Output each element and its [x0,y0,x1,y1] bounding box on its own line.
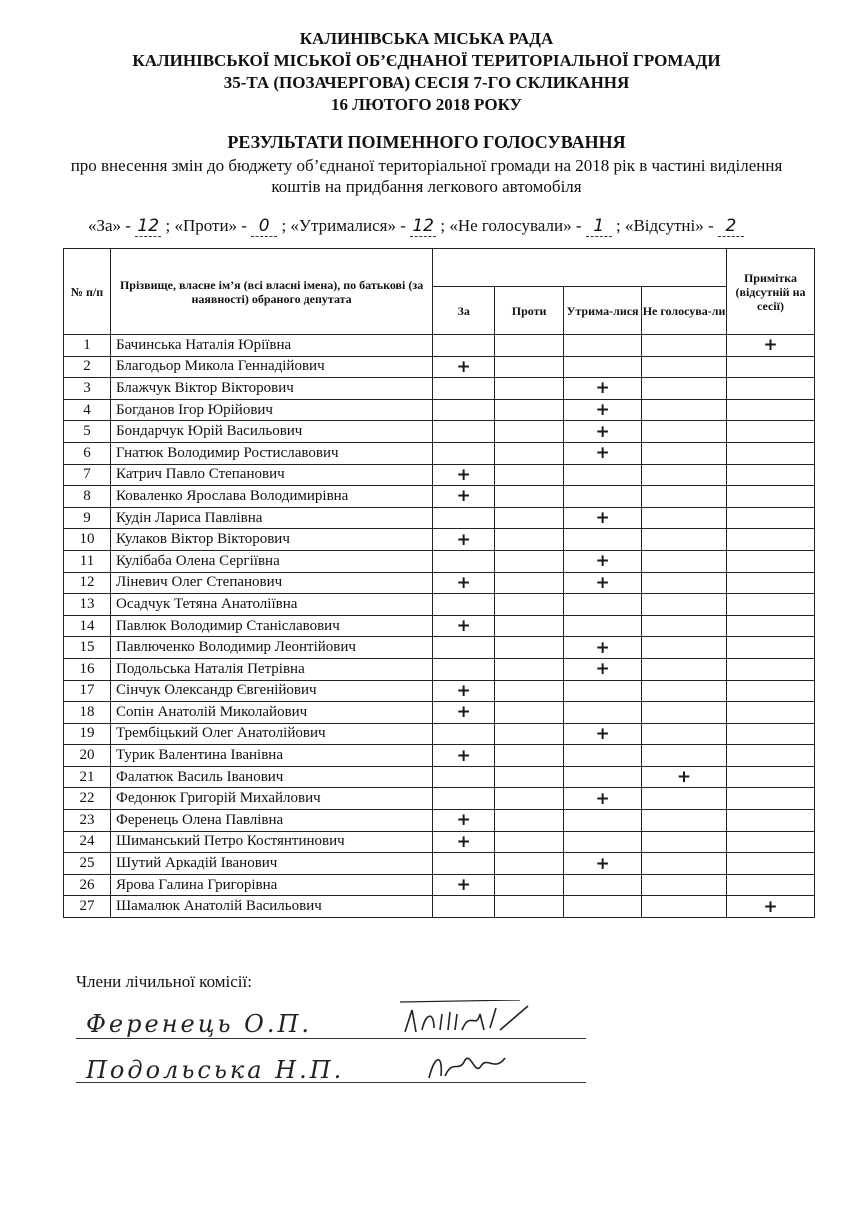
vote-cell-ne [642,658,727,680]
deputy-name: Сопін Анатолій Миколайович [111,702,433,724]
vote-cell-utrym [564,356,642,378]
table-row [64,464,815,486]
vote-cell-note [727,658,815,680]
ne-label: ; «Не голосували» - [440,216,582,235]
deputy-name: Подольська Наталія Петрівна [111,658,433,680]
vote-cell-utrym [564,529,642,551]
table-row [64,896,815,918]
row-number: 1 [64,335,111,357]
row-number: 5 [64,421,111,443]
vote-cell-note [727,442,815,464]
vote-cell-ne [642,680,727,702]
vote-cell-za: + [433,615,495,637]
row-number: 15 [64,637,111,659]
vote-cell-proty [495,702,564,724]
row-number: 19 [64,723,111,745]
vote-cell-note [727,831,815,853]
row-number: 21 [64,766,111,788]
vote-cell-za [433,637,495,659]
vote-cell-note [727,421,815,443]
row-number: 23 [64,810,111,832]
deputy-name: Сінчук Олександр Євгенійович [111,680,433,702]
vote-cell-note [727,550,815,572]
table-row [64,702,815,724]
row-number: 27 [64,896,111,918]
vote-cell-utrym [564,464,642,486]
za-label: «За» - [88,216,131,235]
deputy-name: Ференець Олена Павлівна [111,810,433,832]
deputy-name: Шамалюк Анатолій Васильович [111,896,433,918]
vote-cell-za [433,853,495,875]
vote-cell-note [727,572,815,594]
vote-cell-za [433,788,495,810]
col-note-header: Примітка (відсутній на сесії) [727,249,815,335]
vote-cell-ne [642,421,727,443]
row-number: 16 [64,658,111,680]
vote-cell-za: + [433,356,495,378]
vote-cell-za [433,421,495,443]
vote-cell-utrym: + [564,637,642,659]
vote-cell-utrym: + [564,788,642,810]
session-name: 35-ТА (ПОЗАЧЕРГОВА) СЕСІЯ 7-ГО СКЛИКАННЯ [223,73,630,92]
vote-cell-note [727,788,815,810]
table-row [64,335,815,357]
vote-cell-note [727,637,815,659]
vote-cell-ne [642,550,727,572]
vote-cell-ne [642,507,727,529]
vote-cell-proty [495,810,564,832]
vote-cell-proty [495,399,564,421]
table-row [64,745,815,767]
vote-cell-utrym [564,680,642,702]
table-row [64,572,815,594]
deputy-name: Кудін Лариса Павлівна [111,507,433,529]
vote-cell-za: + [433,464,495,486]
vote-cell-ne [642,356,727,378]
vote-cell-note [727,399,815,421]
deputy-name: Блажчук Віктор Вікторович [111,378,433,400]
proty-label: ; «Проти» - [165,216,247,235]
col-number-header: № п/п [64,249,111,335]
vote-cell-ne [642,464,727,486]
vote-cell-za [433,766,495,788]
vote-cell-ne [642,702,727,724]
vote-cell-utrym [564,615,642,637]
vote-cell-utrym [564,594,642,616]
ne-count: 1 [586,216,612,237]
vote-cell-utrym [564,810,642,832]
utrym-count: 12 [410,216,436,237]
vote-cell-utrym: + [564,723,642,745]
vote-cell-za [433,378,495,400]
vote-cell-proty [495,486,564,508]
vote-cell-ne [642,399,727,421]
deputy-name: Благодьор Микола Геннадійович [111,356,433,378]
deputy-name: Коваленко Ярослава Володимирівна [111,486,433,508]
deputy-name: Павлюк Володимир Станіславович [111,615,433,637]
vote-cell-ne [642,896,727,918]
deputy-name: Лінeвич Олег Степанович [111,572,433,594]
vote-cell-utrym [564,831,642,853]
vote-cell-note [727,529,815,551]
row-number: 25 [64,853,111,875]
deputy-name: Бачинська Наталія Юріївна [111,335,433,357]
vote-cell-note [727,507,815,529]
table-row [64,550,815,572]
vote-cell-za [433,594,495,616]
vote-cell-note [727,464,815,486]
vote-cell-za: + [433,680,495,702]
vote-cell-ne [642,723,727,745]
deputy-name: Гнатюк Володимир Ростиславович [111,442,433,464]
vote-cell-note [727,486,815,508]
row-number: 3 [64,378,111,400]
table-row [64,874,815,896]
commission-label: Члени лічильної комісії: [76,972,252,991]
row-number: 9 [64,507,111,529]
vote-cell-ne [642,874,727,896]
deputy-name: Павлюченко Володимир Леонтійович [111,637,433,659]
vote-cell-note [727,680,815,702]
vote-cell-proty [495,615,564,637]
vote-cell-za: + [433,831,495,853]
row-number: 8 [64,486,111,508]
vote-cell-za: + [433,810,495,832]
session-date: 16 ЛЮТОГО 2018 РОКУ [330,95,523,114]
vids-label: ; «Відсутні» - [615,216,714,235]
vote-cell-ne [642,831,727,853]
deputy-name: Фалатюк Василь Іванович [111,766,433,788]
vote-cell-ne [642,335,727,357]
table-row [64,486,815,508]
vote-cell-ne [642,442,727,464]
vote-cell-proty [495,831,564,853]
vote-cell-utrym [564,874,642,896]
vote-cell-utrym: + [564,378,642,400]
vote-cell-ne [642,788,727,810]
vote-cell-proty [495,658,564,680]
table-row [64,723,815,745]
vote-cell-note [727,810,815,832]
deputy-name: Шутий Аркадій Іванович [111,853,433,875]
col-proty-header: Проти [495,287,564,335]
table-row [64,615,815,637]
deputy-name: Осадчук Тетяна Анатоліївна [111,594,433,616]
row-number: 13 [64,594,111,616]
vote-cell-proty [495,507,564,529]
vids-count: 2 [718,216,744,237]
vote-cell-za: + [433,572,495,594]
vote-cell-utrym [564,486,642,508]
row-number: 22 [64,788,111,810]
vote-cell-za: + [433,745,495,767]
row-number: 7 [64,464,111,486]
vote-cell-proty [495,356,564,378]
vote-cell-note: + [727,896,815,918]
row-number: 10 [64,529,111,551]
table-row [64,378,815,400]
table-row [64,594,815,616]
results-title: РЕЗУЛЬТАТИ ПОІМЕННОГО ГОЛОСУВАННЯ [227,132,626,152]
proty-count: 0 [251,216,277,237]
deputy-name: Ярова Галина Григорівна [111,874,433,896]
col-utrym-header: Утрима-лися [564,287,642,335]
voting-table [63,248,815,918]
row-number: 12 [64,572,111,594]
vote-cell-proty [495,529,564,551]
vote-cell-utrym: + [564,658,642,680]
vote-cell-note [727,766,815,788]
vote-cell-utrym: + [564,399,642,421]
vote-cell-ne [642,615,727,637]
vote-cell-ne [642,486,727,508]
vote-cell-utrym: + [564,853,642,875]
table-row [64,637,815,659]
vote-cell-za [433,507,495,529]
vote-cell-note [727,356,815,378]
vote-cell-za: + [433,702,495,724]
vote-cell-proty [495,442,564,464]
vote-cell-za [433,550,495,572]
voting-rows [64,335,815,918]
vote-cell-ne [642,572,727,594]
table-row [64,680,815,702]
vote-cell-note [727,702,815,724]
deputy-name: Богданов Ігор Юрійович [111,399,433,421]
table-row [64,766,815,788]
vote-cell-proty [495,680,564,702]
table-row [64,810,815,832]
vote-cell-ne [642,853,727,875]
vote-cell-utrym: + [564,442,642,464]
vote-cell-proty [495,335,564,357]
deputy-name: Бондарчук Юрій Васильович [111,421,433,443]
col-ne-header: Не голосува-ли [642,287,727,335]
vote-cell-proty [495,572,564,594]
vote-cell-proty [495,464,564,486]
vote-cell-za: + [433,486,495,508]
deputy-name: Федонюк Григорій Михайлович [111,788,433,810]
vote-cell-note [727,723,815,745]
vote-cell-utrym [564,766,642,788]
row-number: 24 [64,831,111,853]
vote-cell-ne [642,529,727,551]
vote-cell-za [433,399,495,421]
deputy-name: Шиманський Петро Костянтинович [111,831,433,853]
signature-2-text: Подольська Н.П. [86,1056,345,1084]
vote-cell-note: + [727,335,815,357]
row-number: 2 [64,356,111,378]
table-row [64,442,815,464]
vote-subject: про внесення змін до бюджету об’єднаної територіальної громади на 2018 рік в частині виділення коштів на придбання легкового автомобіля [70,156,783,196]
vote-cell-utrym: + [564,421,642,443]
vote-cell-ne [642,378,727,400]
col-name-header: Прізвище, власне ім’я (всі власні імена), по батькові (за наявності) обраного депутата [111,249,433,335]
table-row [64,831,815,853]
vote-cell-ne [642,594,727,616]
vote-cell-proty [495,745,564,767]
vote-cell-proty [495,421,564,443]
vote-cell-proty [495,853,564,875]
vote-cell-proty [495,723,564,745]
vote-cell-ne: + [642,766,727,788]
deputy-name: Трембіцький Олег Анатолійович [111,723,433,745]
vote-cell-note [727,594,815,616]
vote-summary [88,216,818,237]
row-number: 11 [64,550,111,572]
vote-cell-za: + [433,529,495,551]
vote-cell-utrym: + [564,572,642,594]
signature-1-text: Ференець О.П. [86,1010,313,1038]
col-za-header: За [433,287,495,335]
vote-cell-utrym: + [564,507,642,529]
signature-2-scribble [425,1048,515,1084]
vote-cell-note [727,745,815,767]
vote-cell-proty [495,378,564,400]
vote-cell-proty [495,594,564,616]
vote-cell-proty [495,766,564,788]
table-row [64,853,815,875]
document-header [0,28,853,116]
vote-cell-proty [495,637,564,659]
council-name: КАЛИНІВСЬКА МІСЬКА РАДА [299,29,554,48]
table-row [64,507,815,529]
vote-cell-za: + [433,874,495,896]
table-row [64,529,815,551]
vote-cell-proty [495,788,564,810]
deputy-name: Турик Валентина Іванівна [111,745,433,767]
table-row [64,356,815,378]
utrym-label: ; «Утрималися» - [281,216,406,235]
deputy-name: Кулібаба Олена Сергіївна [111,550,433,572]
row-number: 20 [64,745,111,767]
vote-cell-za [433,658,495,680]
row-number: 4 [64,399,111,421]
row-number: 18 [64,702,111,724]
table-row [64,421,815,443]
vote-cell-za [433,335,495,357]
table-row [64,658,815,680]
za-count: 12 [135,216,161,237]
table-row [64,788,815,810]
vote-cell-utrym [564,896,642,918]
community-name: КАЛИНІВСЬКОЇ МІСЬКОЇ ОБ’ЄДНАНОЇ ТЕРИТОРІАЛЬНОЇ ГРОМАДИ [132,51,721,70]
signature-1-scribble [400,1000,540,1042]
vote-cell-utrym [564,745,642,767]
vote-cell-za [433,442,495,464]
deputy-name: Катрич Павло Степанович [111,464,433,486]
vote-cell-proty [495,874,564,896]
vote-cell-note [727,874,815,896]
row-number: 17 [64,680,111,702]
row-number: 14 [64,615,111,637]
vote-cell-za [433,723,495,745]
vote-cell-note [727,853,815,875]
vote-cell-ne [642,745,727,767]
row-number: 6 [64,442,111,464]
vote-group-header [433,249,727,287]
vote-cell-proty [495,896,564,918]
vote-cell-utrym [564,702,642,724]
vote-cell-utrym [564,335,642,357]
row-number: 26 [64,874,111,896]
vote-cell-proty [495,550,564,572]
vote-cell-note [727,378,815,400]
vote-cell-za [433,896,495,918]
vote-cell-utrym: + [564,550,642,572]
vote-cell-ne [642,810,727,832]
vote-cell-note [727,615,815,637]
deputy-name: Кулаков Віктор Вікторович [111,529,433,551]
vote-cell-ne [642,637,727,659]
table-row [64,399,815,421]
